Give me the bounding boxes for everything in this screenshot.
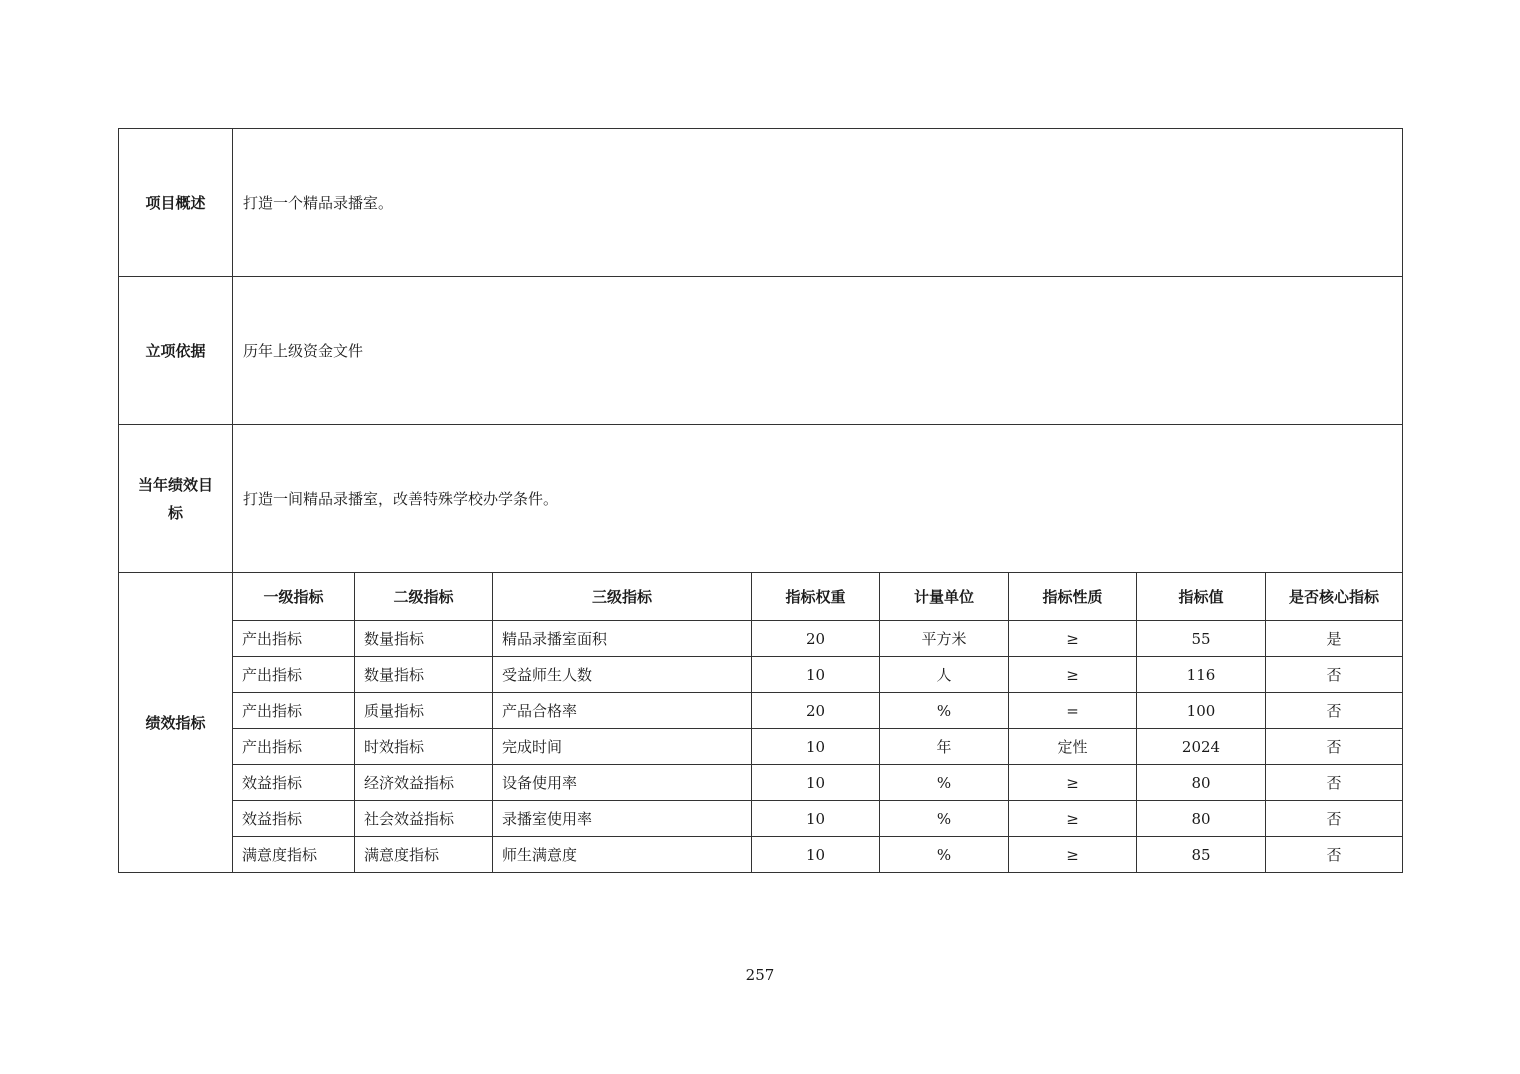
level1-cell: 产出指标 [233, 621, 355, 657]
column-header: 指标值 [1137, 573, 1266, 621]
indicator-row [119, 765, 1403, 801]
column-header: 指标性质 [1009, 573, 1137, 621]
weight-cell: 10 [752, 801, 880, 837]
column-header: 计量单位 [880, 573, 1009, 621]
core-cell: 否 [1266, 801, 1403, 837]
section-text: 历年上级资金文件 [233, 277, 1403, 425]
indicator-row [119, 693, 1403, 729]
nature-cell: ≥ [1009, 837, 1137, 873]
unit-cell: % [880, 693, 1009, 729]
section-row-annual-goal [119, 425, 1403, 573]
section-row-overview [119, 129, 1403, 277]
core-cell: 否 [1266, 729, 1403, 765]
performance-goal-table [118, 128, 1403, 873]
nature-cell: ≥ [1009, 765, 1137, 801]
value-cell: 100 [1137, 693, 1266, 729]
weight-cell: 10 [752, 765, 880, 801]
weight-cell: 10 [752, 657, 880, 693]
level1-cell: 满意度指标 [233, 837, 355, 873]
level3-cell: 产品合格率 [493, 693, 752, 729]
section-label: 当年绩效目标 [119, 425, 233, 573]
column-header: 是否核心指标 [1266, 573, 1403, 621]
nature-cell: = [1009, 693, 1137, 729]
level2-cell: 经济效益指标 [355, 765, 493, 801]
unit-cell: % [880, 765, 1009, 801]
level1-cell: 效益指标 [233, 765, 355, 801]
performance-label: 绩效指标 [119, 573, 233, 873]
section-label: 项目概述 [119, 129, 233, 277]
nature-cell: 定性 [1009, 729, 1137, 765]
value-cell: 80 [1137, 801, 1266, 837]
value-cell: 2024 [1137, 729, 1266, 765]
level3-cell: 师生满意度 [493, 837, 752, 873]
level3-cell: 受益师生人数 [493, 657, 752, 693]
column-header: 二级指标 [355, 573, 493, 621]
indicator-row [119, 801, 1403, 837]
nature-cell: ≥ [1009, 801, 1137, 837]
level1-cell: 产出指标 [233, 729, 355, 765]
level2-cell: 满意度指标 [355, 837, 493, 873]
weight-cell: 10 [752, 837, 880, 873]
unit-cell: 人 [880, 657, 1009, 693]
section-text: 打造一个精品录播室。 [233, 129, 1403, 277]
indicator-row [119, 657, 1403, 693]
core-cell: 否 [1266, 837, 1403, 873]
weight-cell: 20 [752, 621, 880, 657]
column-header: 一级指标 [233, 573, 355, 621]
page-number: 257 [745, 966, 775, 984]
nature-cell: ≥ [1009, 621, 1137, 657]
section-text: 打造一间精品录播室，改善特殊学校办学条件。 [233, 425, 1403, 573]
level2-cell: 社会效益指标 [355, 801, 493, 837]
level1-cell: 产出指标 [233, 693, 355, 729]
indicator-row [119, 729, 1403, 765]
section-label: 立项依据 [119, 277, 233, 425]
level2-cell: 数量指标 [355, 621, 493, 657]
value-cell: 55 [1137, 621, 1266, 657]
level2-cell: 时效指标 [355, 729, 493, 765]
unit-cell: % [880, 801, 1009, 837]
level3-cell: 完成时间 [493, 729, 752, 765]
level2-cell: 质量指标 [355, 693, 493, 729]
unit-cell: 平方米 [880, 621, 1009, 657]
weight-cell: 20 [752, 693, 880, 729]
level3-cell: 录播室使用率 [493, 801, 752, 837]
core-cell: 是 [1266, 621, 1403, 657]
section-row-basis [119, 277, 1403, 425]
indicator-header-row [119, 573, 1403, 621]
indicator-row [119, 621, 1403, 657]
indicator-row [119, 837, 1403, 873]
level3-cell: 精品录播室面积 [493, 621, 752, 657]
core-cell: 否 [1266, 657, 1403, 693]
column-header: 三级指标 [493, 573, 752, 621]
unit-cell: 年 [880, 729, 1009, 765]
level2-cell: 数量指标 [355, 657, 493, 693]
column-header: 指标权重 [752, 573, 880, 621]
core-cell: 否 [1266, 693, 1403, 729]
value-cell: 85 [1137, 837, 1266, 873]
level1-cell: 效益指标 [233, 801, 355, 837]
level3-cell: 设备使用率 [493, 765, 752, 801]
value-cell: 80 [1137, 765, 1266, 801]
weight-cell: 10 [752, 729, 880, 765]
value-cell: 116 [1137, 657, 1266, 693]
unit-cell: % [880, 837, 1009, 873]
level1-cell: 产出指标 [233, 657, 355, 693]
core-cell: 否 [1266, 765, 1403, 801]
nature-cell: ≥ [1009, 657, 1137, 693]
